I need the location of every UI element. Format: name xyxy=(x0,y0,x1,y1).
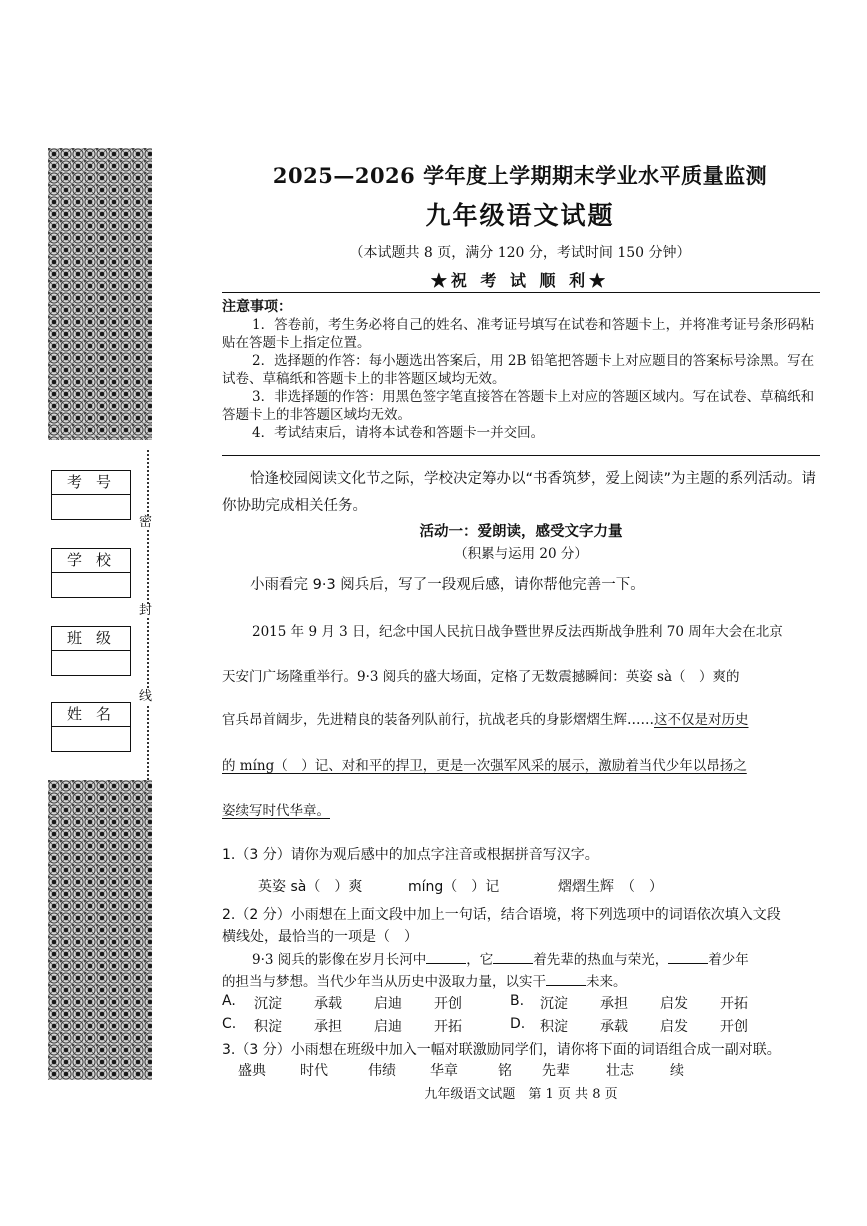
page-footer: 九年级语文试题 第 1 页 共 8 页 xyxy=(424,1087,618,1102)
exam-number-label: 考号 xyxy=(52,471,130,495)
activity-score: （积累与运用 20 分） xyxy=(454,546,588,562)
q2-option-d-label[interactable]: D. xyxy=(510,1016,526,1032)
q2-option-c-word-4: 开拓 xyxy=(434,1019,462,1035)
q2-stem-line2: 横线处，最恰当的一项是（ ） xyxy=(222,929,418,945)
q2-option-c-word-1: 积淀 xyxy=(254,1019,282,1035)
q2-option-b-word-4: 开拓 xyxy=(720,996,748,1012)
q2-option-a-word-1: 沉淀 xyxy=(254,996,282,1012)
seal-mark-feng: 封 xyxy=(139,603,153,618)
q2-option-b-word-2: 承担 xyxy=(600,996,628,1012)
q2-option-a-label[interactable]: A. xyxy=(222,993,236,1009)
lead-sentence: 小雨看完 9·3 阅兵后，写了一段观后感，请你帮他完善一下。 xyxy=(250,577,645,593)
exam-title-line2: 九年级语文试题 xyxy=(425,201,615,230)
q1-item-2[interactable]: míng（ ）记 xyxy=(408,879,500,895)
q2-sentence-line1 xyxy=(252,948,749,968)
passage-line-5: 姿续写时代华章。 xyxy=(222,803,330,819)
name-box[interactable] xyxy=(51,702,131,752)
passage-line-3-underlined: 这不仅是对历史 xyxy=(654,712,749,728)
q2-blank-2[interactable] xyxy=(493,951,533,964)
seal-mark-xian: 线 xyxy=(139,689,153,704)
class-label: 班级 xyxy=(52,627,130,651)
name-label: 姓名 xyxy=(52,703,130,727)
q2-sentence-part-f: 未来。 xyxy=(586,974,627,990)
q3-word: 伟绩 xyxy=(368,1063,396,1079)
q1-item-1[interactable]: 英姿 sà（ ）爽 xyxy=(258,879,363,895)
passage-line-3 xyxy=(222,708,749,728)
q2-option-b-word-1: 沉淀 xyxy=(540,996,568,1012)
q3-stem: 3.（3 分）小雨想在班级中加入一幅对联激励同学们，请你将下面的词语组合成一副对联。 xyxy=(222,1042,781,1058)
q2-option-d-word-2: 承载 xyxy=(600,1019,628,1035)
passage-line-4: 的 míng（ ）记、对和平的捍卫，更是一次强军风采的展示，激励着当代少年以昂扬之 xyxy=(222,758,747,774)
exam-subtitle: （本试题共 8 页，满分 120 分，考试时间 150 分钟） xyxy=(349,245,691,261)
q3-word: 壮志 xyxy=(606,1063,634,1079)
q2-blank-3[interactable] xyxy=(668,951,708,964)
q3-word: 续 xyxy=(670,1063,684,1079)
q2-option-d-word-4: 开创 xyxy=(720,1019,748,1035)
q1-item-3[interactable]: 熠熠生辉 （ ） xyxy=(558,879,663,895)
q2-sentence-part-b: ，它 xyxy=(466,952,494,968)
q3-word: 先辈 xyxy=(542,1063,570,1079)
q3-word: 盛典 xyxy=(238,1063,266,1079)
q2-sentence-line2 xyxy=(222,970,627,990)
q2-option-a-word-4: 开创 xyxy=(434,996,462,1012)
activity-title: 活动一：爱朗读，感受文字力量 xyxy=(419,524,623,540)
q3-word: 铭 xyxy=(498,1063,512,1079)
exam-number-box[interactable] xyxy=(51,470,131,520)
seal-mark-mi: 密 xyxy=(139,515,153,530)
good-luck-banner: ★祝 考 试 顺 利★ xyxy=(430,271,610,290)
q2-sentence-part-a: 9·3 阅兵的影像在岁月长河中 xyxy=(252,952,427,968)
binding-pattern-top xyxy=(48,148,152,440)
passage-line-1: 2015 年 9 月 3 日，纪念中国人民抗日战争暨世界反法西斯战争胜利 70 周年大会在北京 xyxy=(252,624,783,640)
q2-sentence-part-e: 的担当与梦想。当代少年当从历史中汲取力量，以实干 xyxy=(222,974,546,990)
notice-section xyxy=(222,298,820,442)
notice-item-4: 4．考试结束后，请将本试卷和答题卡一并交回。 xyxy=(252,425,545,441)
school-box[interactable] xyxy=(51,548,131,598)
q2-option-b-label[interactable]: B. xyxy=(510,993,525,1009)
q2-blank-1[interactable] xyxy=(426,951,466,964)
q2-option-c-word-3: 启迪 xyxy=(374,1019,402,1035)
school-label: 学校 xyxy=(52,549,130,573)
q2-sentence-part-c: 着先辈的热血与荣光， xyxy=(533,952,669,968)
q2-option-b-word-3: 启发 xyxy=(660,996,688,1012)
q2-option-a-word-3: 启迪 xyxy=(374,996,402,1012)
q1-stem: 1.（3 分）请你为观后感中的加点字注音或根据拼音写汉字。 xyxy=(222,847,599,863)
header-rule xyxy=(222,292,820,293)
notice-rule xyxy=(222,455,820,456)
q2-stem-line1: 2.（2 分）小雨想在上面文段中加上一句话，结合语境，将下列选项中的词语依次填入文段 xyxy=(222,907,781,923)
q2-option-d-word-3: 启发 xyxy=(660,1019,688,1035)
q3-word: 华章 xyxy=(430,1063,458,1079)
notice-item-3: 3．非选择题的作答：用黑色签字笔直接答在答题卡上对应的答题区域内。写在试卷、草稿纸和答题卡上的非答题区域均无效。 xyxy=(222,389,815,423)
binding-pattern-bottom xyxy=(48,780,152,1080)
notice-item-2: 2．选择题的作答：每小题选出答案后，用 2B 铅笔把答题卡上对应题目的答案标号涂黑。写在试卷、草稿纸和答题卡上的非答题区域均无效。 xyxy=(222,353,815,387)
q2-option-d-word-1: 积淀 xyxy=(540,1019,568,1035)
passage-line-2: 天安门广场隆重举行。9·3 阅兵的盛大场面，定格了无数震撼瞬间：英姿 sà（ ）爽的 xyxy=(222,669,740,685)
passage-line-3-plain: 官兵昂首阔步，先进精良的装备列队前行，抗战老兵的身影熠熠生辉…… xyxy=(222,712,654,728)
notice-item-1: 1．答卷前，考生务必将自己的姓名、准考证号填写在试卷和答题卡上，并将准考证号条形码粘贴在答题卡上指定位置。 xyxy=(222,317,815,351)
q2-option-a-word-2: 承载 xyxy=(314,996,342,1012)
exam-title-line1: 2025—2026 学年度上学期期末学业水平质量监测 xyxy=(272,163,768,188)
q2-sentence-part-d: 着少年 xyxy=(708,952,749,968)
q2-option-c-label[interactable]: C. xyxy=(222,1016,237,1032)
q2-option-c-word-2: 承担 xyxy=(314,1019,342,1035)
q3-word: 时代 xyxy=(300,1063,328,1079)
notice-heading: 注意事项： xyxy=(222,299,292,315)
q2-blank-4[interactable] xyxy=(546,973,586,986)
class-box[interactable] xyxy=(51,626,131,676)
intro-paragraph: 恰逢校园阅读文化节之际，学校决定筹办以“书香筑梦，爱上阅读”为主题的系列活动。请你协助完成相关任务。 xyxy=(222,471,817,514)
